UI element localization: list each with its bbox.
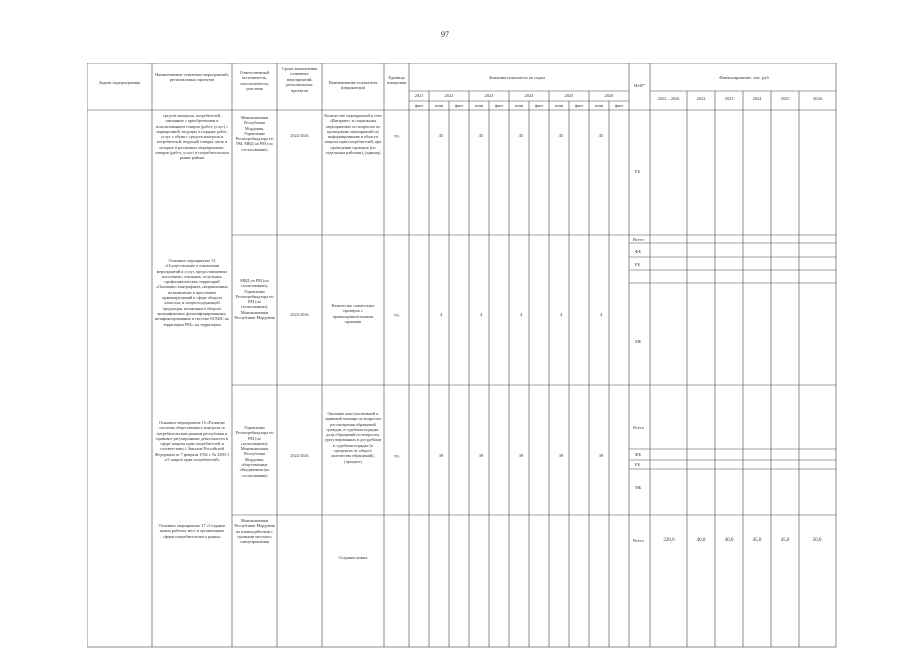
- row-executor: МВД по РМ (по согласованию), Управление Роспотребнадзора по РМ (по согласованию), Минэкономики Республики Мордовия: [234, 278, 275, 321]
- year-label: 2023: [484, 93, 494, 98]
- subheader-label: факт: [454, 103, 464, 108]
- row-measure: Основное мероприятие 15 «Осуществление в отношении мероприятий и услуг, предоставляемых населению, спальных, отдельных профилактических территорий «Оказание» контрафакта, направленных на выявление и пресечение правонарушений в сфере оборота алкоголя, и спиртосодержащей продукции, незаконного оборота контрафактных фальсифицированных, незафиксированных в системе ЕГАИС по территории РМ», на территории: [154, 258, 230, 327]
- ist-label: Всего: [633, 237, 644, 242]
- fin-year-label: 2022 – 2026: [657, 96, 680, 101]
- row-value: 4: [439, 312, 443, 317]
- row-value: 45: [598, 133, 604, 138]
- header-unit: Единица измерения: [386, 75, 407, 86]
- year-label: 2026: [604, 93, 614, 98]
- row-indicator: Количество мероприятий в сети «Интернет» и социальных мероприятиях по вопросам по проведению мероприятий по информированию в области защиты прав потребителей, при проведении проверок (по отдельным районам), (единиц): [324, 113, 382, 156]
- subheader-label: факт: [494, 103, 504, 108]
- row-value: 4: [559, 312, 563, 317]
- row-value: 45: [478, 133, 484, 138]
- fin-year-label: 2024: [752, 96, 762, 101]
- row-unit: ед.: [394, 133, 400, 138]
- subheader-label: план: [434, 103, 444, 108]
- row-value: 4: [479, 312, 483, 317]
- year-label: 2025: [564, 93, 574, 98]
- program-table: [87, 63, 837, 648]
- header-ist: ИсФ*: [634, 83, 645, 88]
- header-task: Задачи подпрограммы: [98, 80, 141, 85]
- ist-label: Всего: [633, 425, 644, 430]
- ist-label: РБ: [635, 262, 640, 267]
- ist-label: ФБ: [635, 249, 641, 254]
- subheader-label: факт: [574, 103, 584, 108]
- row-measure: средств контроля, потребителей, связанные с приобретением и использованием товаров (работ, услуг) с маркировкой, ведущих в порядке работ, услуг с обуви с средств контроля и потребителей, ведущий товары, часть в которые в различных мероприятиях, товаров (работ, услуг) в потребительском рынке района: [155, 113, 229, 161]
- header-measure: Наименование основных мероприятий, региональных проектов: [155, 72, 229, 83]
- row-unit: ед.: [394, 453, 400, 458]
- subheader-label: факт: [534, 103, 544, 108]
- row-value: 45: [438, 133, 444, 138]
- ist-label: Всего: [633, 538, 644, 543]
- subheader-label: факт: [614, 103, 624, 108]
- row-measure: Основное мероприятие 17 «Создание новых рабочих мест в организациях сферы потребительского рынка»: [158, 523, 226, 539]
- subheader-label: план: [554, 103, 564, 108]
- subheader-label: факт: [414, 103, 424, 108]
- row-executor: Управление Роспотребнадзора по РМ (по согласованию), Минэкономики Республики Мордовия, общественные объединения (по согласованию): [235, 425, 274, 478]
- row-value: 39: [438, 453, 444, 458]
- row-unit: ед.: [394, 312, 400, 317]
- header-finance-title: Финансирование, тыс. руб.: [719, 75, 770, 80]
- row-executor: Минэкономики Республики Мордовия во взаимодействии с органами местного самоуправления: [234, 518, 275, 545]
- row-indicator: Оказание консультативной и правовой помощи по вопросам рассмотрения обращений граждан, в судебном порядке, доля обращений по вопросам, урегулированных в досудебном и судебном порядке (в процентах от общего количества обращений), (процент): [324, 411, 382, 464]
- finance-value: 40,0: [696, 538, 706, 543]
- row-term: 2022-2026: [290, 453, 309, 458]
- row-indicator: Количество совместных проверок с правоохранительными органами: [331, 303, 375, 324]
- row-value: 4: [519, 312, 523, 317]
- ist-label: МБ: [635, 339, 642, 344]
- row-value: 39: [478, 453, 484, 458]
- year-label: 2021: [414, 93, 424, 98]
- row-indicator: Создание новых: [338, 555, 368, 560]
- header-indicator: Наименование показателя (индикатора): [328, 80, 378, 91]
- header-values-title: Значения показателя по годам: [489, 75, 545, 80]
- subheader-label: план: [474, 103, 484, 108]
- row-measure: Основное мероприятие 16 «Развитие системы общественного контроля за потребительским рынком республики и правовое регулирование деятельности в сфере защиты прав потребителей, в соответствии с Законом Российской Федерации от 7 февраля 1992 г. № 2300-1 «О защите прав потребителей»: [154, 420, 230, 463]
- header-term: Сроки выполнения основных мероприятий, региональных проектов: [281, 66, 318, 93]
- year-label: 2022: [444, 93, 454, 98]
- row-term: 2022-2026: [290, 133, 309, 138]
- finance-value: 40,0: [724, 538, 734, 543]
- row-value: 4: [599, 312, 603, 317]
- row-value: 39: [598, 453, 604, 458]
- fin-year-label: 2022: [696, 96, 706, 101]
- page-number: 97: [441, 30, 449, 39]
- ist-label: РБ: [635, 462, 640, 467]
- subheader-label: план: [514, 103, 524, 108]
- fin-year-label: 2023: [724, 96, 734, 101]
- ist-label: ФБ: [635, 452, 641, 457]
- finance-value: 45,0: [752, 538, 762, 543]
- row-value: 39: [558, 453, 564, 458]
- fin-year-label: 2026: [813, 96, 822, 101]
- fin-year-label: 2025: [780, 96, 790, 101]
- subheader-label: план: [594, 103, 604, 108]
- row-value: 39: [518, 453, 524, 458]
- year-label: 2024: [524, 93, 534, 98]
- ist-label: МБ: [635, 485, 642, 490]
- row-value: 45: [518, 133, 524, 138]
- row-executor: Минэкономики Республики Мордовия, Управление Роспотребнадзора по РМ, МВД по РМ (по согласованию): [235, 115, 274, 152]
- row-value: 45: [558, 133, 564, 138]
- finance-value: 45,0: [780, 538, 790, 543]
- finance-value: 50,0: [812, 538, 822, 543]
- finance-value: 220,0: [663, 538, 675, 543]
- row-term: 2022-2026: [290, 312, 309, 317]
- ist-label: РБ: [635, 169, 640, 174]
- header-executor: Ответственный исполнитель, соисполнитель, участник: [240, 70, 269, 92]
